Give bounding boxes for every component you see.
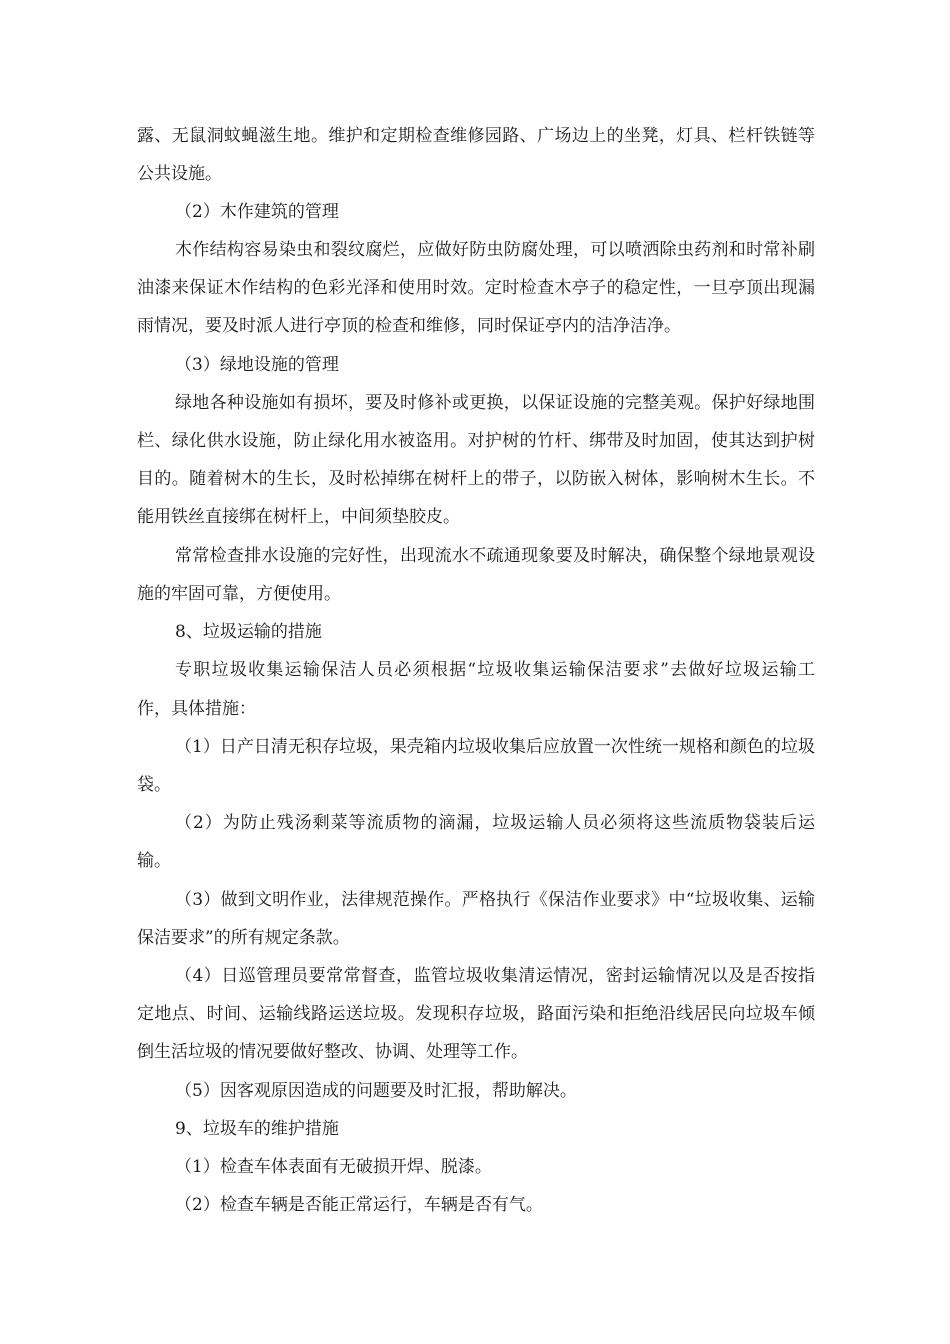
list-item-line: （3）做到文明作业，法律规范操作。严格执行《保洁作业要求》中“垃圾收集、运输: [175, 890, 815, 910]
section-heading: 8、垃圾运输的措施: [175, 622, 322, 642]
paragraph-line: 目的。随着树木的生长，及时松掉绑在树杆上的带子，以防嵌入树体，影响树木生长。不: [137, 469, 815, 489]
paragraph-line: 专职垃圾收集运输保洁人员必须根据“垃圾收集运输保洁要求”去做好垃圾运输工: [175, 660, 815, 680]
list-item-line: （1）日产日清无积存垃圾，果壳箱内垃圾收集后应放置一次性统一规格和颜色的垃圾: [175, 737, 815, 757]
list-item-line: （2）为防止残汤剩菜等流质物的滴漏，垃圾运输人员必须将这些流质物袋装后运: [175, 813, 815, 833]
list-item-line: （1）检查车体表面有无破损开焊、脱漆。: [175, 1157, 492, 1177]
paragraph-line: 公共设施。: [137, 164, 222, 184]
section-heading: 9、垃圾车的维护措施: [175, 1119, 339, 1139]
paragraph-line: 常常检查排水设施的完好性，出现流水不疏通现象要及时解决，确保整个绿地景观设: [175, 546, 815, 566]
list-item-line: 袋。: [137, 775, 171, 795]
section-heading: （2）木作建筑的管理: [175, 202, 339, 222]
paragraph-line: 木作结构容易染虫和裂纹腐烂，应做好防虫防腐处理，可以喷洒除虫药剂和时常补刷: [175, 240, 815, 260]
list-item-line: 倒生活垃圾的情况要做好整改、协调、处理等工作。: [137, 1042, 528, 1062]
paragraph-line: 绿地各种设施如有损坏，要及时修补或更换，以保证设施的完整美观。保护好绿地围: [175, 393, 815, 413]
paragraph-line: 能用铁丝直接绑在树杆上，中间须垫胶皮。: [137, 507, 460, 527]
list-item-line: 输。: [137, 851, 171, 871]
paragraph-line: 栏、绿化供水设施，防止绿化用水被盗用。对护树的竹杆、绑带及时加固，使其达到护树: [137, 431, 815, 451]
section-heading: （3）绿地设施的管理: [175, 355, 339, 375]
paragraph-line: 作，具体措施：: [137, 699, 256, 719]
list-item-line: （2）检查车辆是否能正常运行，车辆是否有气。: [175, 1195, 543, 1215]
list-item-line: （4）日巡管理员要常常督查，监管垃圾收集清运情况，密封运输情况以及是否按指: [175, 966, 815, 986]
list-item-line: （5）因客观原因造成的问题要及时汇报，帮助解决。: [175, 1081, 577, 1101]
paragraph-line: 施的牢固可靠，方便使用。: [137, 584, 341, 604]
paragraph-line: 露、无鼠洞蚊蝇滋生地。维护和定期检查维修园路、广场边上的坐凳，灯具、栏杆铁链等: [137, 126, 815, 146]
paragraph-line: 油漆来保证木作结构的色彩光泽和使用时效。定时检查木亭子的稳定性，一旦亭顶出现漏: [137, 278, 815, 298]
list-item-line: 定地点、时间、运输线路运送垃圾。发现积存垃圾，路面污染和拒绝沿线居民向垃圾车倾: [137, 1004, 815, 1024]
paragraph-line: 雨情况，要及时派人进行亭顶的检查和维修，同时保证亭内的洁净洁净。: [137, 316, 681, 336]
list-item-line: 保洁要求”的所有规定条款。: [137, 928, 350, 948]
